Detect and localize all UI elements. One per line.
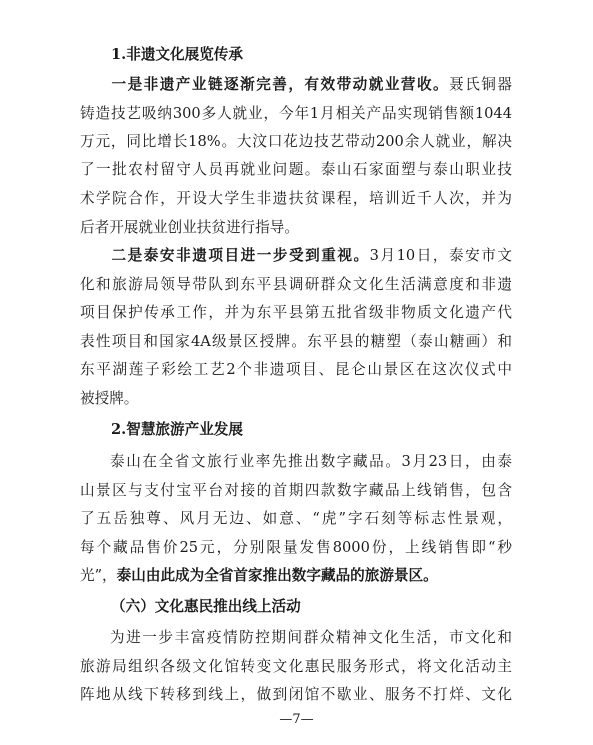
emphasis-first-digital-collectibles: 泰山由此成为全省首家推出数字藏品的旅游景区。 (116, 567, 438, 584)
paragraph-line: 万元，同比增长18%。大汶口花边技艺带动200余人就业，解决 (80, 133, 512, 150)
text-span: 光”， (80, 567, 117, 584)
paragraph-line: 被授牌。 (80, 390, 139, 407)
lead-sentence-heritage-projects: 二是泰安非遗项目进一步受到重视。 (110, 247, 370, 264)
paragraph-line-with-emphasis (80, 566, 512, 588)
section-heading-heritage-exhibition: 1.非遗文化展览传承 (111, 46, 243, 63)
paragraph-line: 项目保护传承工作，并为东平县第五批省级非物质文化遗产代 (80, 304, 512, 321)
paragraph-line: 化和旅游局领导带队到东平县调研群众文化生活满意度和非遗 (80, 276, 512, 293)
paragraph-line: 东平湖莲子彩绘工艺2个非遗项目、昆仑山景区在这次仪式中 (80, 361, 512, 378)
paragraph-heritage-projects-line-1 (80, 246, 512, 268)
paragraph-line: 山景区与支付宝平台对接的首期四款数字藏品上线销售，包含 (80, 482, 512, 499)
text-span: 3月10日，泰安市文 (369, 247, 512, 264)
paragraph-line: 了一批农村留守人员再就业问题。泰山石家面塑与泰山职业技 (80, 161, 512, 178)
lead-sentence-heritage-industry: 一是非遗产业链逐渐完善，有效带动就业营收。 (110, 76, 450, 93)
paragraph-line: 后者开展就业创业扶贫进行指导。 (80, 219, 299, 236)
paragraph-line: 阵地从线下转移到线上，做到闭馆不歇业、服务不打烊、文化 (80, 686, 512, 703)
page-number: —7— (279, 712, 314, 727)
text-span: 聂氏铜器 (449, 76, 512, 93)
section-heading-cultural-benefits: （六）文化惠民推出线上活动 (111, 598, 301, 615)
paragraph-line: 了五岳独尊、风月无边、如意、“虎”字石刻等标志性景观， (80, 510, 512, 527)
paragraph-heritage-industry-line-1 (80, 75, 512, 97)
paragraph-line: 术学院合作，开设大学生非遗扶贫课程，培训近千人次，并为 (80, 190, 512, 207)
paragraph-line: 为进一步丰富疫情防控期间群众精神文化生活，市文化和 (110, 629, 512, 646)
paragraph-line: 铸造技艺吸纳300多人就业，今年1月相关产品实现销售额1044 (80, 105, 512, 122)
paragraph-line: 每个藏品售价25元，分别限量发售8000份，上线销售即“秒 (80, 539, 512, 556)
paragraph-line: 旅游局组织各级文化馆转变文化惠民服务形式，将文化活动主 (80, 658, 512, 675)
paragraph-line: 泰山在全省文旅行业率先推出数字藏品。3月23日，由泰 (110, 453, 512, 470)
section-heading-smart-tourism: 2.智慧旅游产业发展 (111, 421, 243, 438)
paragraph-line: 表性项目和国家4A级景区授牌。东平县的糖塑（泰山糖画）和 (80, 333, 512, 350)
